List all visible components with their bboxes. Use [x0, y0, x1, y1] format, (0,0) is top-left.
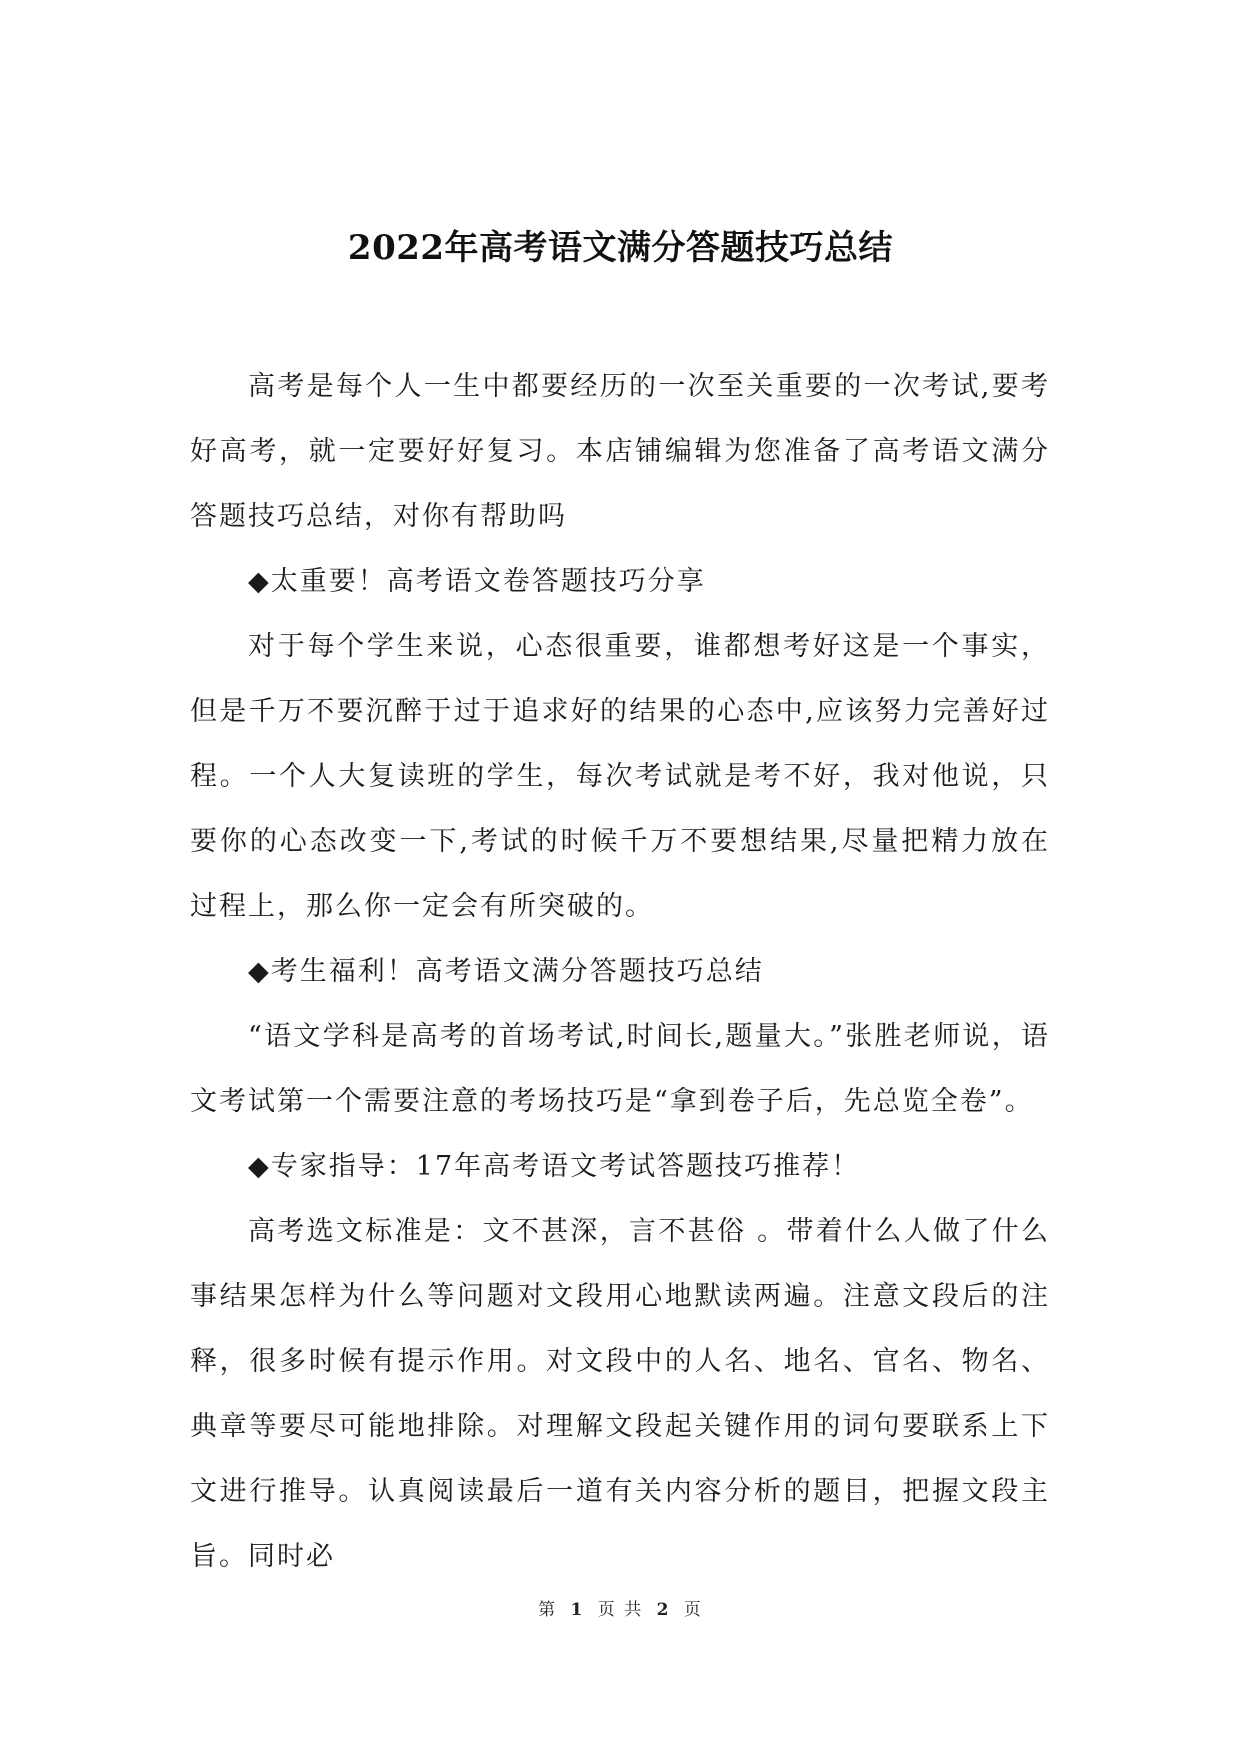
footer-total-pages: 2: [656, 1600, 671, 1620]
footer-current-page: 1: [570, 1600, 585, 1620]
paragraph-reading-tips: 高考选文标准是：文不甚深，言不甚俗 。带着什么人做了什么事结果怎样为什么等问题对文段用心地默读两遍。注意文段后的注释，很多时候有提示作用。对文段中的人名、地名、官名、物名、典章等要尽可能地排除。对理解文段起关键作用的词句要联系上下文进行推导。认真阅读最后一道有关内容分析的题目，把握文段主旨。同时必: [190, 1216, 1050, 1572]
section-heading-1: ◆太重要！高考语文卷答题技巧分享: [248, 566, 706, 597]
footer-suffix: 页: [683, 1600, 703, 1620]
footer-middle: 页 共: [597, 1600, 644, 1620]
section-heading-3: ◆专家指导：17年高考语文考试答题技巧推荐！: [248, 1151, 861, 1182]
paragraph-mindset: 对于每个学生来说，心态很重要，谁都想考好这是一个事实，但是千万不要沉醉于过于追求好的结果的心态中,应该努力完善好过程。一个人大复读班的学生，每次考试就是考不好，我对他说，只要你的心态改变一下,考试的时候千万不要想结果,尽量把精力放在过程上，那么你一定会有所突破的。: [190, 631, 1050, 922]
footer-prefix: 第: [538, 1600, 558, 1620]
document-title: 2022年高考语文满分答题技巧总结: [347, 228, 894, 268]
paragraph-intro: 高考是每个人一生中都要经历的一次至关重要的一次考试,要考好高考，就一定要好好复习。本店铺编辑为您准备了高考语文满分答题技巧总结，对你有帮助吗: [190, 371, 1050, 532]
document-body: [190, 354, 1050, 1589]
section-heading-2: ◆考生福利！高考语文满分答题技巧总结: [248, 956, 764, 987]
paragraph-quote: “语文学科是高考的首场考试,时间长,题量大。”张胜老师说，语文考试第一个需要注意的考场技巧是“拿到卷子后，先总览全卷”。: [190, 1021, 1050, 1117]
page-footer: [0, 1598, 1241, 1622]
